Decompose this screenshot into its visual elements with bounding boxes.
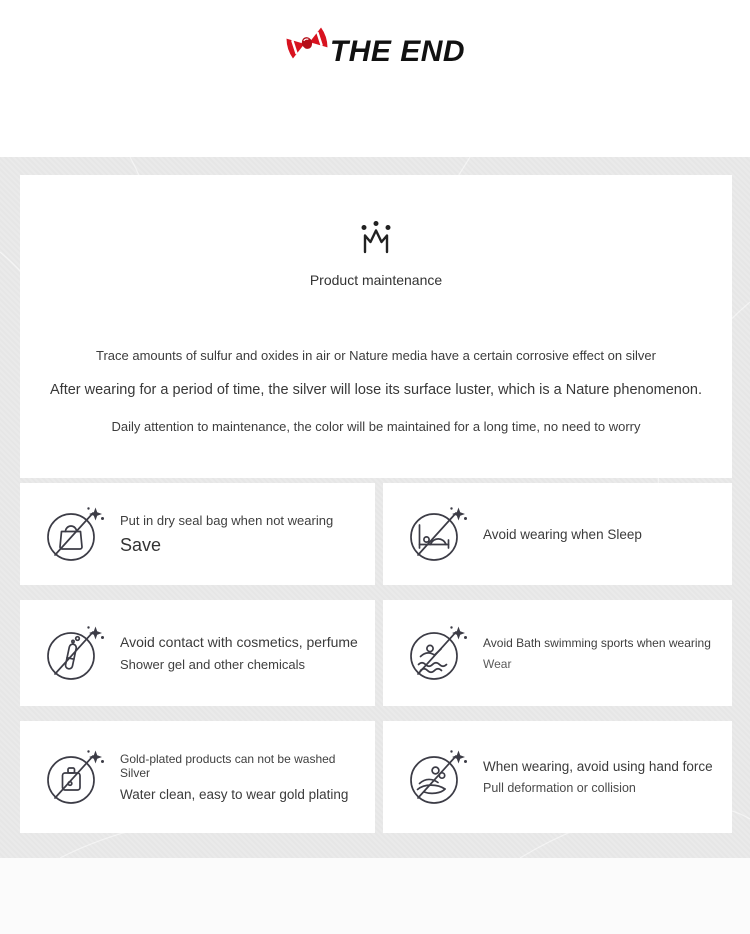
maintenance-panel [20,175,732,478]
red-bow-icon [285,25,329,61]
maintenance-title: Product maintenance [309,272,443,288]
card-line2: Save [120,534,162,555]
no-swimming-icon [407,623,471,683]
card-sleep [383,483,732,585]
card-swimming [383,600,732,706]
card-dry-seal-bag [20,483,375,585]
card-line1: Avoid Bath swimming sports when wearing [483,635,711,650]
maintenance-line-1: Trace amounts of sulfur and oxides in air or Nature media have a certain corrosive effect on silver [96,348,656,363]
card-line1: Avoid contact with cosmetics, perfume [120,634,358,650]
card-line1: Gold-plated products can not be washed Silver [120,752,336,780]
crown-icon [355,219,397,255]
no-washing-icon [44,747,108,807]
card-line1: When wearing, avoid using hand force [483,759,713,774]
the-end-banner [0,0,750,157]
no-bag-icon [44,504,108,564]
maintenance-line-3: Daily attention to maintenance, the color will be maintained for a long time, no need to worry [111,419,641,434]
card-line2: Pull deformation or collision [483,781,636,795]
no-sleep-icon [407,504,471,564]
card-cosmetics [20,600,375,706]
no-pulling-icon [407,747,471,807]
bottom-spacer [0,858,750,934]
card-line2: Shower gel and other chemicals [120,657,305,672]
card-line1: Put in dry seal bag when not wearing [120,512,334,528]
maintenance-line-2: After wearing for a period of time, the silver will lose its surface luster, which is a Nature phenomenon. [50,382,702,398]
the-end-title: THE END [329,35,466,68]
card-hand-force [383,721,732,833]
no-chemicals-icon [44,623,108,683]
card-line2: Water clean, easy to wear gold plating [120,787,349,802]
care-cards-grid [20,483,732,833]
maintenance-section [0,157,750,858]
card-line2: Wear [483,656,512,671]
card-washing [20,721,375,833]
card-line1: Avoid wearing when Sleep [483,526,642,542]
